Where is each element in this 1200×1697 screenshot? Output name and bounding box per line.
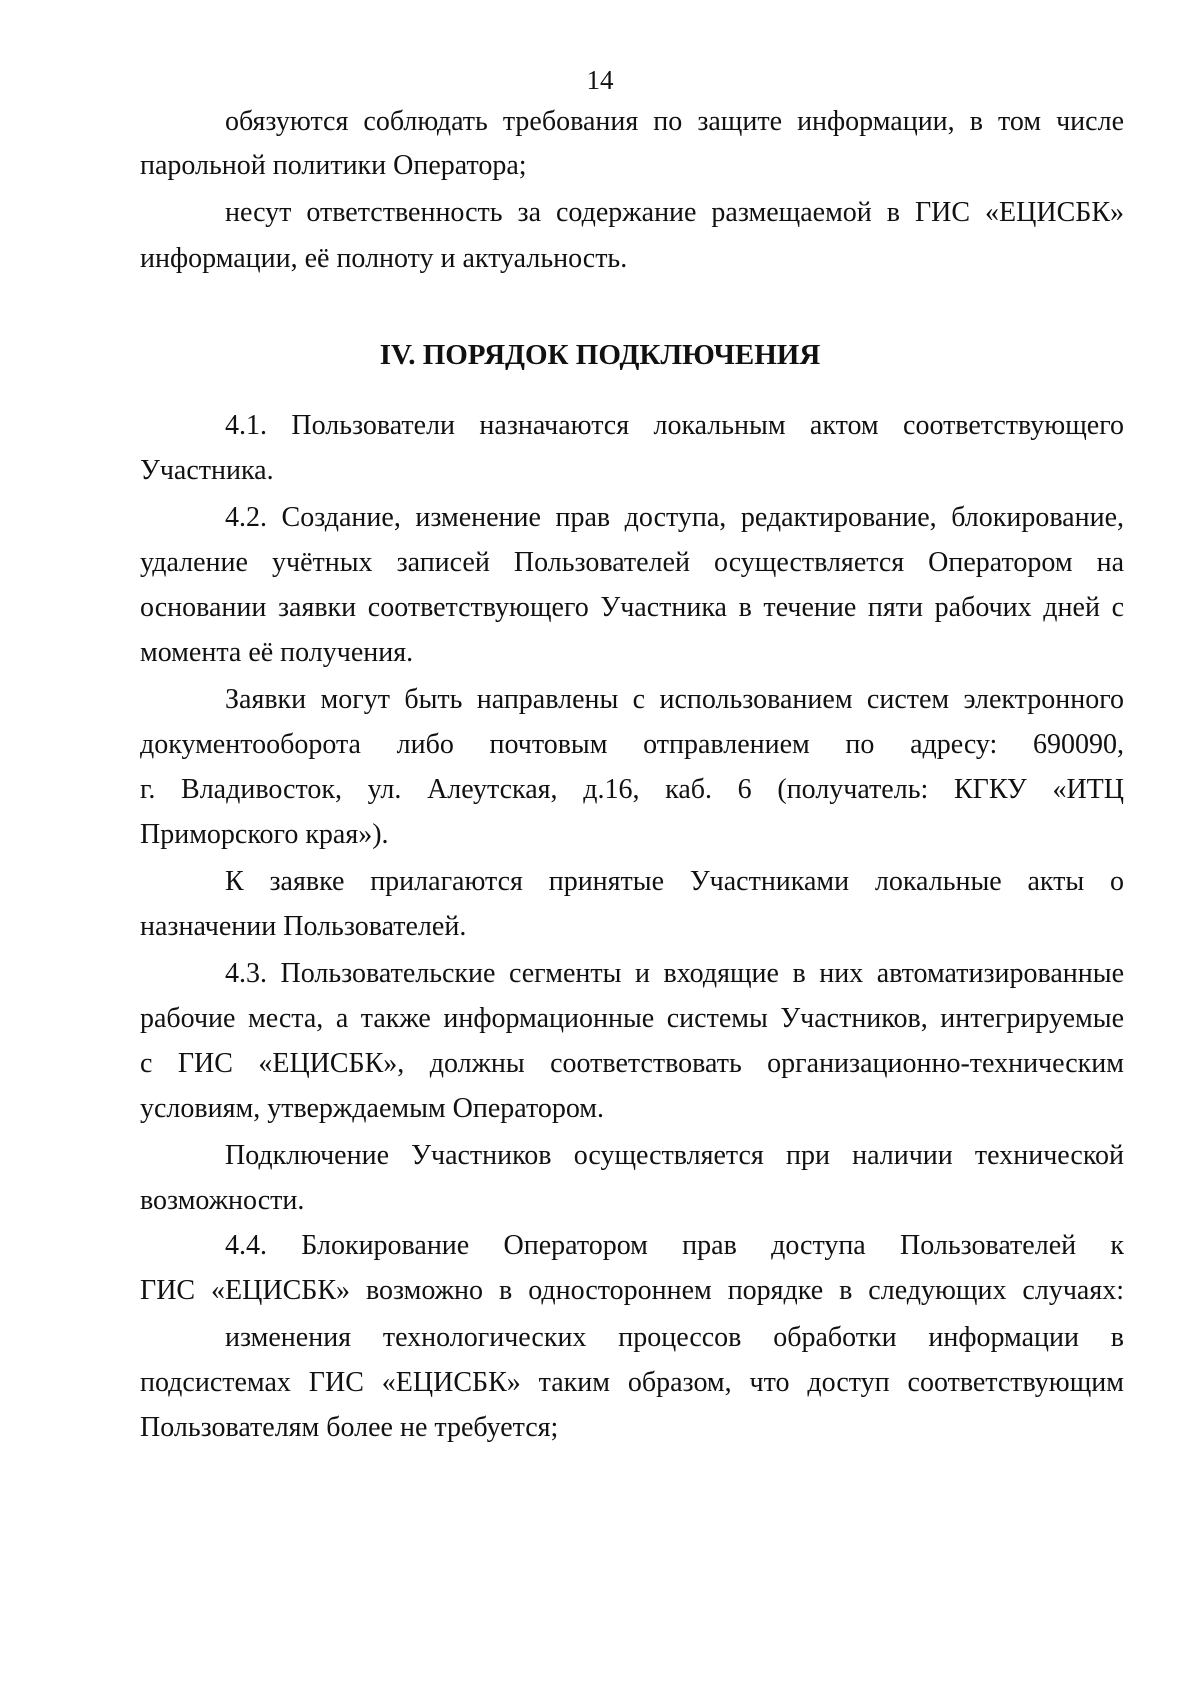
text-line: документооборота либо почтовым отправлением по адресу: 690090, (140, 729, 1124, 760)
text-line: Участника. (140, 455, 274, 486)
text-line: обязуются соблюдать требования по защите информации, в том числе (225, 106, 1124, 137)
text-line: К заявке прилагаются принятые Участниками локальные акты о (225, 866, 1124, 897)
text-line: Пользователям более не требуется; (140, 1412, 559, 1443)
text-line: основании заявки соответствующего Участника в течение пяти рабочих дней с (140, 592, 1124, 623)
text-line: назначении Пользователей. (140, 911, 467, 942)
text-line: парольной политики Оператора; (140, 150, 527, 181)
text-line: несут ответственность за содержание размещаемой в ГИС «ЕЦИСБК» (225, 197, 1124, 228)
page-number: 14 (586, 65, 614, 95)
text-line: ГИС «ЕЦИСБК» возможно в одностороннем порядке в следующих случаях: (140, 1275, 1124, 1306)
section-heading: IV. ПОРЯДОК ПОДКЛЮЧЕНИЯ (379, 339, 821, 371)
text-line: 4.1. Пользователи назначаются локальным актом соответствующего (225, 410, 1124, 441)
text-line: с ГИС «ЕЦИСБК», должны соответствовать организационно-техническим (140, 1048, 1124, 1079)
text-line: информации, её полноту и актуальность. (140, 243, 628, 274)
text-line: рабочие места, а также информационные системы Участников, интегрируемые (140, 1003, 1124, 1034)
text-line: Заявки могут быть направлены с использованием систем электронного (225, 684, 1124, 715)
text-line: 4.3. Пользовательские сегменты и входящие в них автоматизированные (225, 958, 1124, 989)
text-line: Приморского края»). (140, 819, 389, 850)
text-line: удаление учётных записей Пользователей осуществляется Оператором на (140, 547, 1124, 578)
text-line: условиям, утверждаемым Оператором. (140, 1093, 605, 1124)
text-line: изменения технологических процессов обработки информации в (225, 1322, 1124, 1353)
text-line: 4.4. Блокирование Оператором прав доступа Пользователей к (225, 1230, 1124, 1261)
text-line: Подключение Участников осуществляется при наличии технической (225, 1140, 1124, 1171)
text-line: подсистемах ГИС «ЕЦИСБК» таким образом, что доступ соответствующим (140, 1367, 1124, 1398)
text-line: возможности. (140, 1185, 305, 1216)
text-line: момента её получения. (140, 637, 414, 668)
text-line: г. Владивосток, ул. Алеутская, д.16, каб. 6 (получатель: КГКУ «ИТЦ (140, 774, 1124, 805)
text-line: 4.2. Создание, изменение прав доступа, редактирование, блокирование, (225, 502, 1124, 533)
